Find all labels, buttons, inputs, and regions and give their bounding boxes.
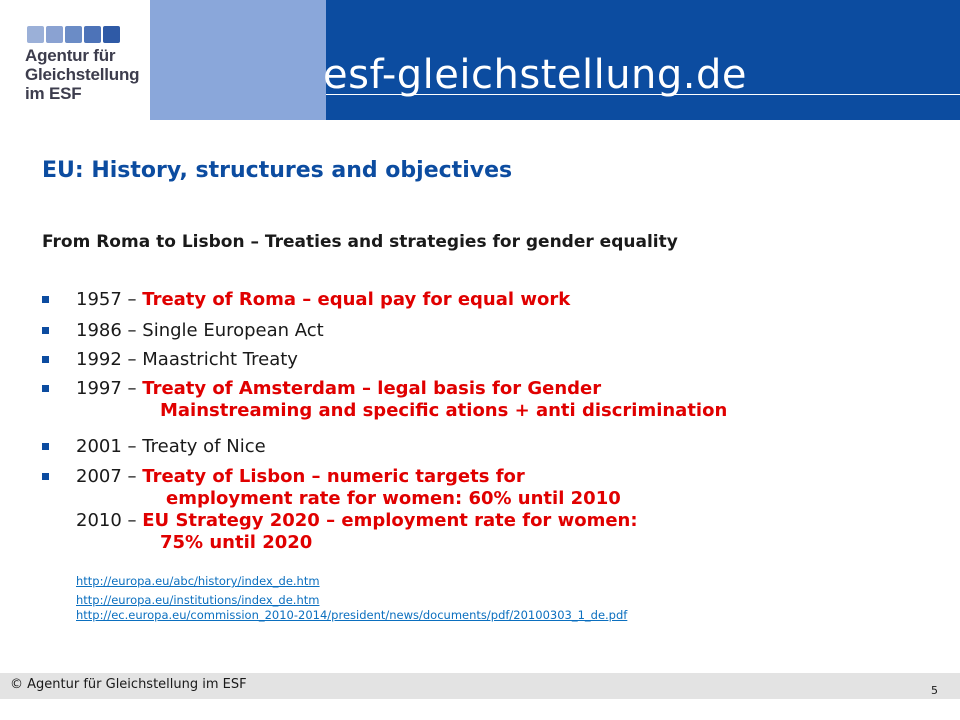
item-text-highlight: Treaty of Roma – equal pay for equal work: [142, 289, 571, 310]
item-year: 1957 –: [76, 289, 143, 310]
link-president-pdf[interactable]: http://ec.europa.eu/commission_2010-2014/president/news/documents/pdf/20100303_1_de.pdf: [76, 608, 628, 622]
item-text: Treaty of Nice: [142, 436, 266, 457]
bullet-icon: [42, 473, 49, 480]
item-year: 2007 –: [76, 466, 143, 487]
logo-square: [103, 26, 120, 43]
item-year: 1992 –: [76, 349, 143, 370]
logo-square: [65, 26, 82, 43]
link-history[interactable]: http://europa.eu/abc/history/index_de.htm: [76, 574, 320, 588]
links-group: [76, 593, 627, 623]
item-text: Maastricht Treaty: [142, 349, 298, 370]
logo-line: im ESF: [25, 84, 82, 103]
logo-square: [84, 26, 101, 43]
link-institutions[interactable]: http://europa.eu/institutions/index_de.htm: [76, 593, 320, 607]
page-number: 5: [931, 684, 938, 697]
logo-line: Agentur für: [25, 46, 116, 65]
item-text-highlight: EU Strategy 2020 – employment rate for women:: [142, 510, 638, 531]
item-text-highlight: Treaty of Lisbon – numeric targets for: [142, 466, 525, 487]
bullet-icon: [42, 443, 49, 450]
footer: [0, 673, 960, 699]
header: [0, 0, 960, 120]
item-year: 1997 –: [76, 378, 143, 399]
logo-line: Gleichstellung: [25, 65, 140, 84]
logo-square: [46, 26, 63, 43]
item-text-highlight: Treaty of Amsterdam – legal basis for Gender: [142, 378, 602, 399]
logo: [0, 0, 150, 120]
header-light-block: [150, 0, 326, 120]
page-title: EU: History, structures and objectives: [42, 158, 513, 183]
copyright: © Agentur für Gleichstellung im ESF: [10, 677, 247, 692]
bullet-icon: [42, 327, 49, 334]
item-text-highlight: Mainstreaming and specific ations + anti discrimination: [160, 400, 728, 421]
item-year: 2001 –: [76, 436, 143, 457]
site-title: esf-gleichstellung.de: [323, 52, 748, 98]
item-year: 1986 –: [76, 320, 143, 341]
item-text: Single European Act: [142, 320, 324, 341]
bullet-icon: [42, 385, 49, 392]
item-text-highlight: employment rate for women: 60% until 2010: [166, 488, 621, 509]
logo-text: [25, 46, 147, 103]
item-text-highlight: 75% until 2020: [160, 532, 313, 553]
bullet-icon: [42, 356, 49, 363]
page-subtitle: From Roma to Lisbon – Treaties and strategies for gender equality: [42, 232, 678, 252]
item-year: 2010 –: [76, 510, 143, 531]
bullet-icon: [42, 296, 49, 303]
logo-square: [27, 26, 44, 43]
links-group: [76, 574, 320, 589]
